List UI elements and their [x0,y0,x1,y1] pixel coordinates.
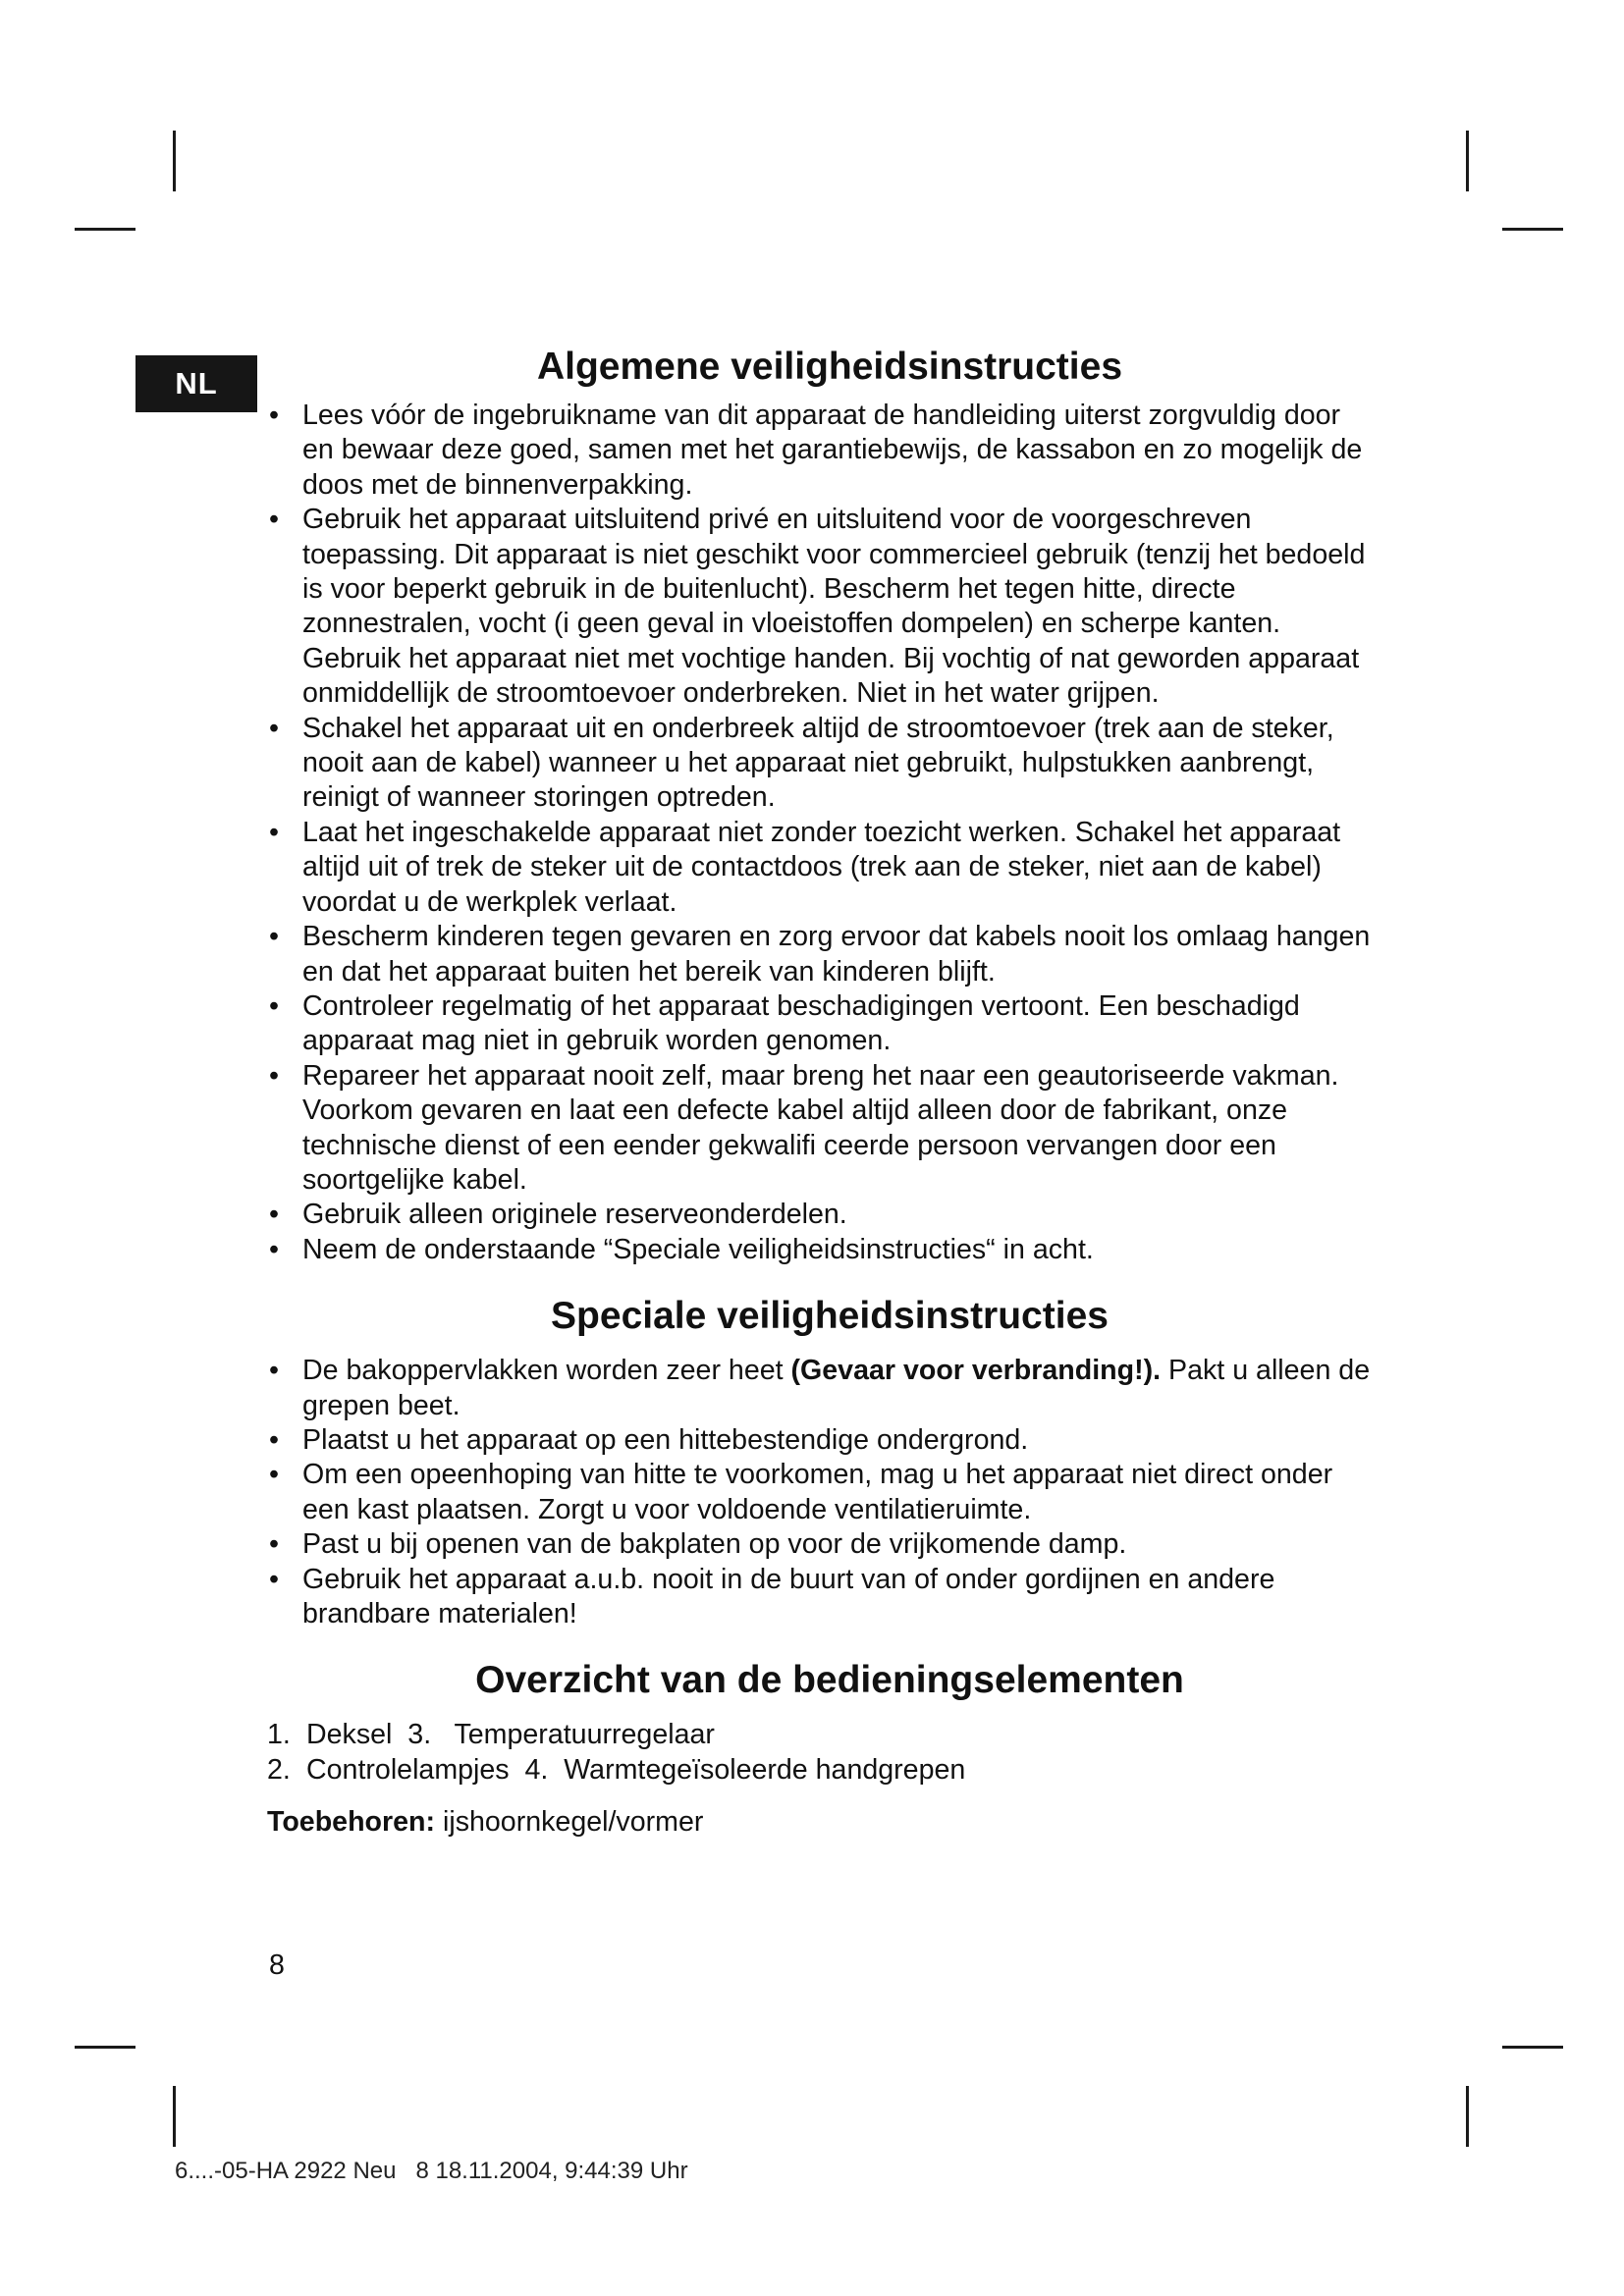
list-item-text: Gebruik alleen originele reserveonderdelen. [302,1199,847,1231]
list-item [267,989,1377,1059]
list-item [267,816,1377,920]
list-item-text: Past u bij openen van de bakplaten op voor de vrijkomende damp. [302,1528,1127,1561]
control-label: Temperatuurregelaar [454,1719,715,1751]
list-item-text: Bescherm kinderen tegen gevaren en zorg ervoor dat kabels nooit los omlaag hangen en dat het apparaat buiten het bereik van kinderen blijft. [302,921,1371,988]
list-item-text: Plaatst u het apparaat op een hittebestendige ondergrond. [302,1423,1029,1456]
list-item [267,1458,1377,1527]
list-item-text-post: Pakt u alleen de grepen beet. [302,1355,1371,1421]
crop-mark-top-left-v [173,131,176,191]
crop-mark-bottom-left-h [75,2046,135,2049]
list-item-text: Laat het ingeschakelde apparaat niet zonder toezicht werken. Schakel het apparaat altijd uit of trek de steker uit de contactdoos (trek aan de steker, niet aan de kabel) voordat u de werkplek verlaat. [302,816,1341,918]
control-label: Warmtegeïsoleerde handgrepen [564,1753,966,1786]
section-title-general-safety: Algemene veiligheidsinstructies [536,346,1123,388]
crop-mark-bottom-left-v [173,2086,176,2147]
crop-mark-top-right-v [1466,131,1469,191]
crop-mark-bottom-right-v [1466,2086,1469,2147]
list-item-text-pre: De bakoppervlakken worden zeer heet [302,1355,791,1387]
print-footer: 6....-05-HA 2922 Neu 8 18.11.2004, 9:44:39 Uhr [175,2158,688,2184]
list-item [267,503,1377,711]
control-number: 4. [524,1753,549,1786]
control-number: 2. [267,1753,291,1786]
list-item-text: Gebruik het apparaat a.u.b. nooit in de buurt van of onder gordijnen en andere brandbare materialen! [302,1563,1275,1629]
list-item [267,1354,1377,1423]
page-number: 8 [269,1949,285,1981]
list-item [267,399,1377,503]
control-number: 1. [267,1719,291,1751]
list-item [267,920,1377,989]
controls-row [267,1718,1377,1752]
list-item [267,1423,1377,1458]
special-safety-list [267,1354,1377,1631]
list-item-text: Gebruik het apparaat uitsluitend privé en uitsluitend voor de voorgeschreven toepassing. Dit apparaat is niet geschikt voor commercieel gebruik (tenzij het bedoeld is voor beperkt gebruik in de buitenlucht). Bescherm het tegen hitte, directe zonnestralen, vocht (i geen geval in vloeistoffen dompelen) en scherpe kanten. Gebruik het apparaat niet met vochtige handen. Bij vochtig of nat geworden apparaat onmiddellijk de stroomtoevoer onderbreken. Niet in het water grijpen. [302,504,1366,710]
list-item-text: Schakel het apparaat uit en onderbreek altijd de stroomtoevoer (trek aan de steker, nooit aan de kabel) wanneer u het apparaat niet gebruikt, hulpstukken aanbrengt, reinigt of wanneer storingen optreden. [302,712,1334,814]
controls-row [267,1753,1377,1788]
list-item [267,1233,1377,1267]
list-item-text: Om een opeenhoping van hitte te voorkomen, mag u het apparaat niet direct onder een kast plaatsen. Zorgt u voor voldoende ventilatieruimte. [302,1459,1333,1525]
document-body [267,340,1377,1841]
list-item-text: Neem de onderstaande “Speciale veiligheidsinstructies“ in acht. [302,1233,1094,1265]
language-tab: NL [135,355,257,412]
accessories-value: ijshoornkegel/vormer [435,1806,704,1839]
list-item [267,1059,1377,1199]
section-title-controls-overview: Overzicht van de bedieningselementen [475,1659,1184,1702]
list-item [267,1198,1377,1232]
list-item-text: Repareer het apparaat nooit zelf, maar breng het naar een geautoriseerde vakman. Voorkom gevaren en laat een defecte kabel altijd alleen door de fabrikant, onze technische dienst of een eender gekwalifi ceerde persoon vervangen door een soortgelijke kabel. [302,1059,1339,1196]
control-label: Controlelampjes [306,1753,510,1786]
accessories-line [267,1805,1377,1840]
general-safety-list [267,399,1377,1267]
section-title-special-safety: Speciale veiligheidsinstructies [551,1295,1109,1338]
burn-warning: (Gevaar voor verbranding!). [790,1355,1162,1387]
list-item [267,1563,1377,1632]
crop-mark-top-right-h [1502,228,1563,231]
list-item [267,1527,1377,1562]
control-number: 3. [407,1719,432,1751]
list-item-text: Lees vóór de ingebruikname van dit apparaat de handleiding uiterst zorgvuldig door en bewaar deze goed, samen met het garantiebewijs, de kassabon en zo mogelijk de doos met de binnenverpakking. [302,400,1363,501]
controls-list [267,1718,1377,1788]
crop-mark-bottom-right-h [1502,2046,1563,2049]
crop-mark-top-left-h [75,228,135,231]
control-label: Deksel [306,1719,393,1751]
accessories-label: Toebehoren: [267,1806,436,1839]
list-item [267,712,1377,816]
list-item-text: Controleer regelmatig of het apparaat beschadigingen vertoont. Een beschadigd apparaat mag niet in gebruik worden genomen. [302,989,1300,1057]
